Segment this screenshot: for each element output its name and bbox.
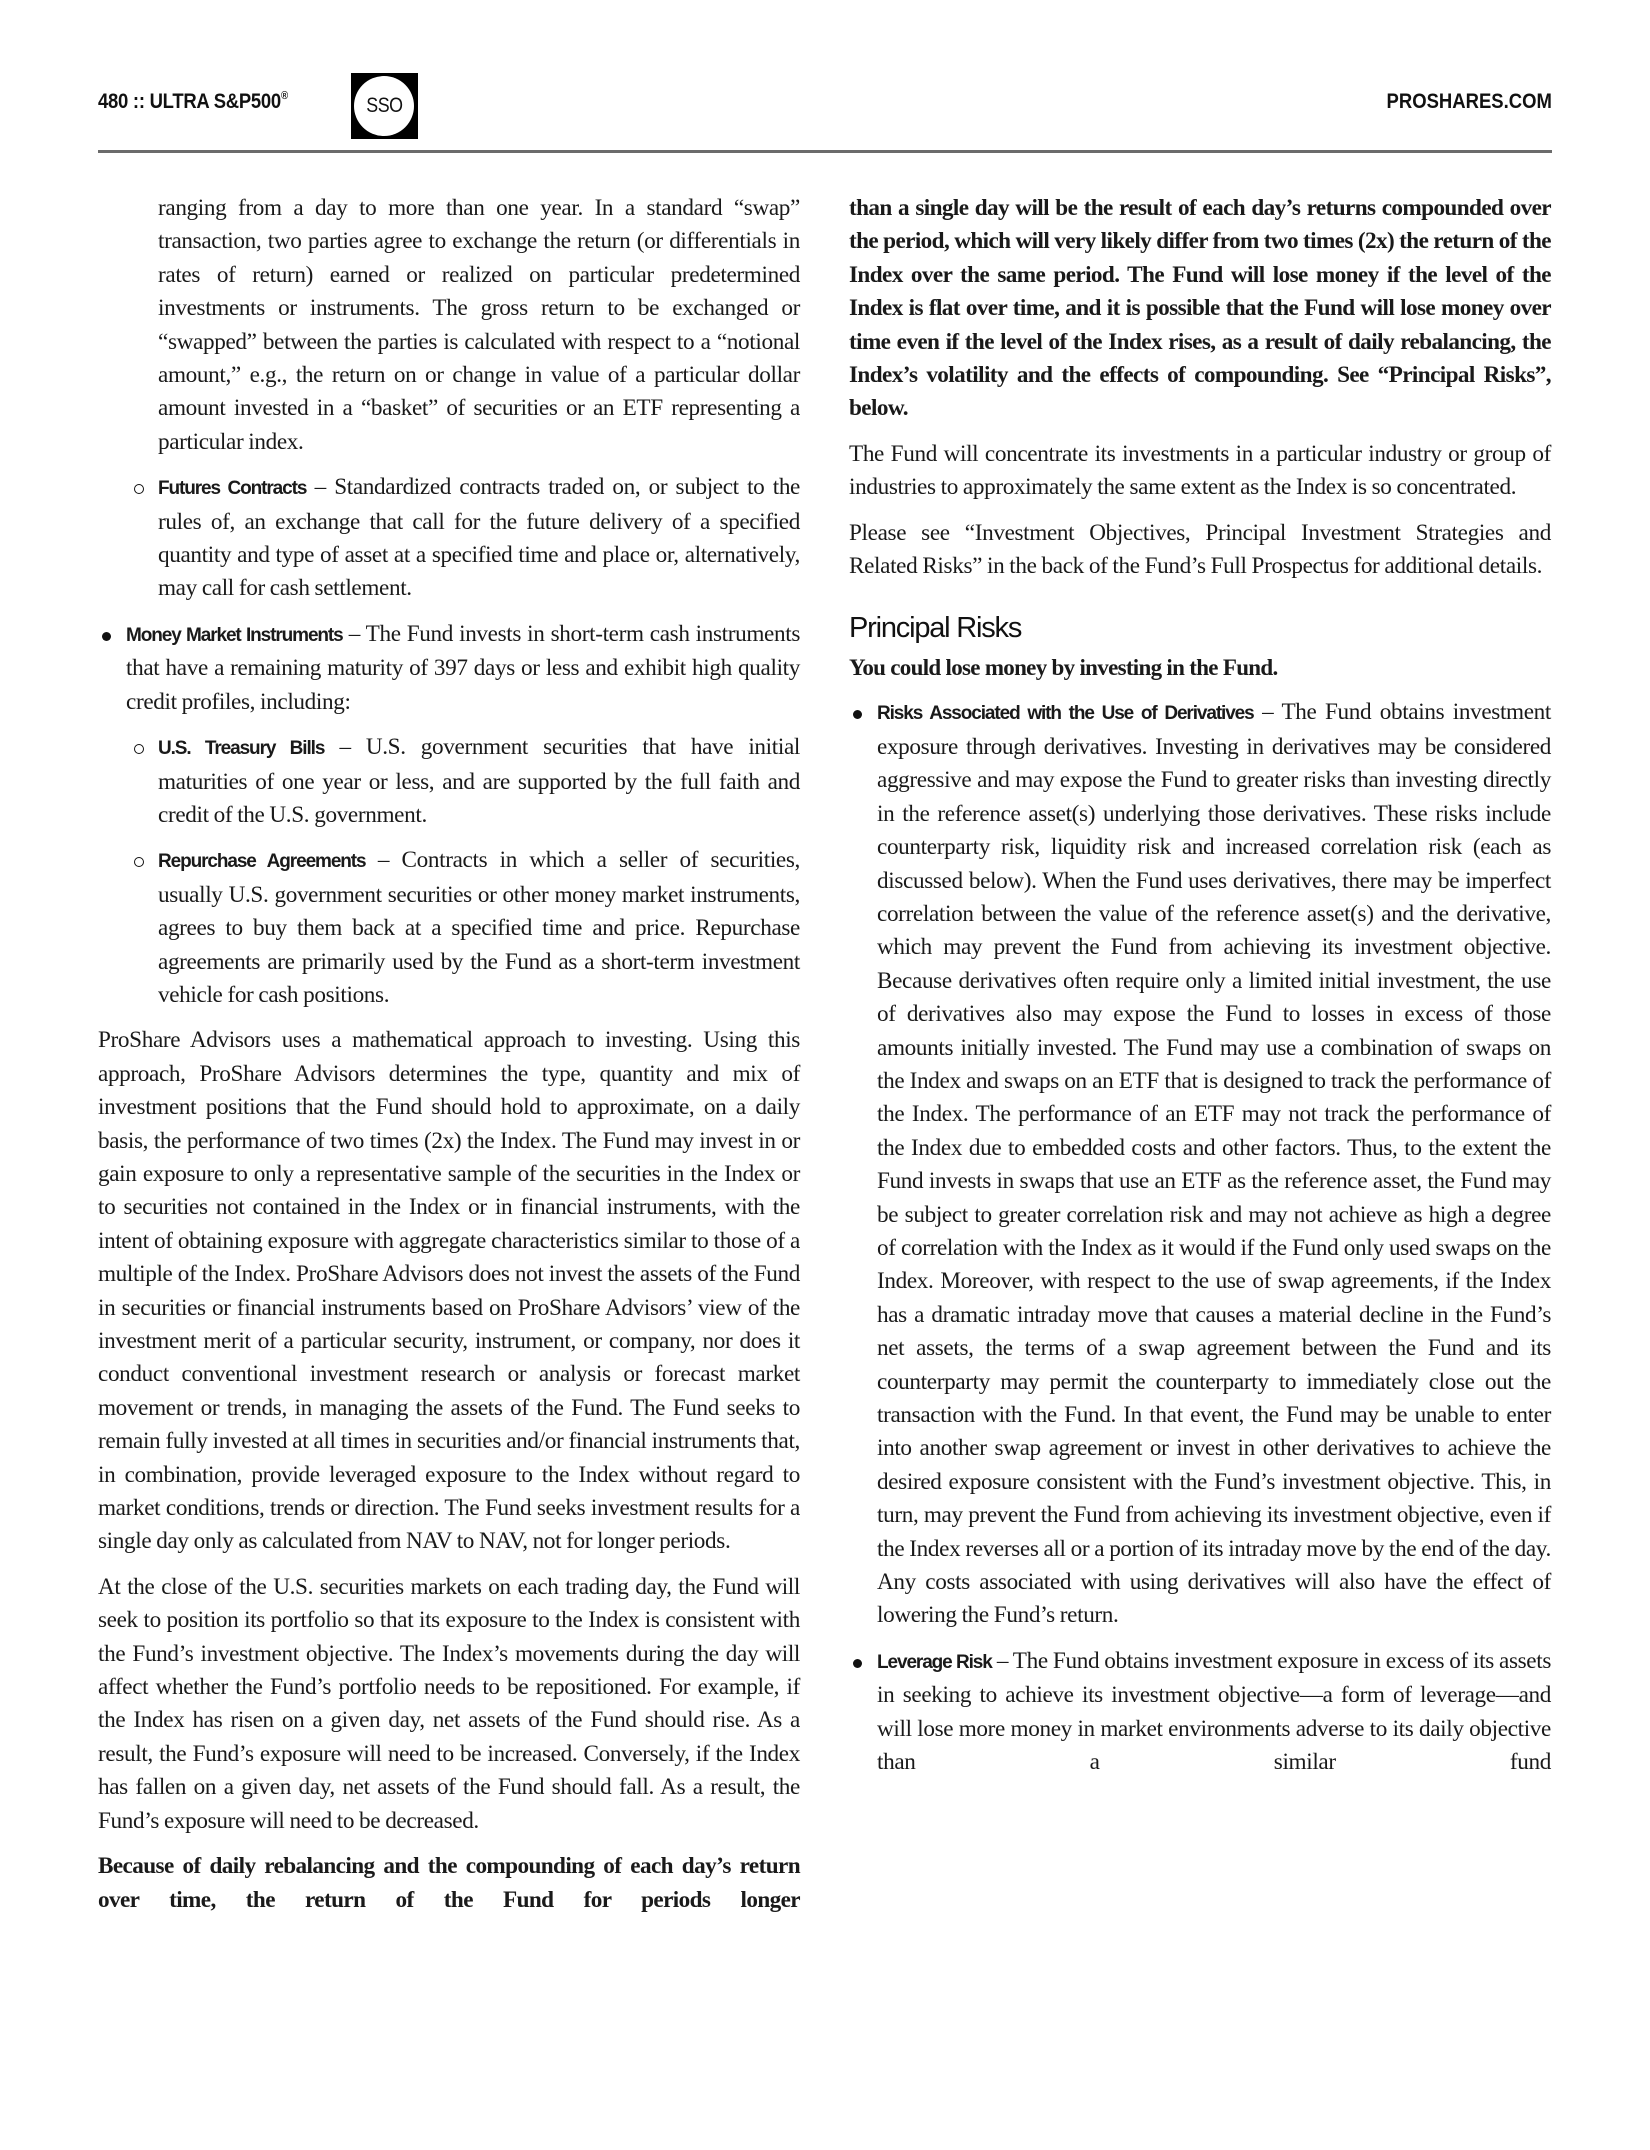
list-item-repurchase-agreements [98, 844, 800, 1012]
list-item-treasury-bills [98, 731, 800, 832]
compounding-warning-start: Because of daily rebalancing and the compounding of each day’s return over time, the return of the Fund for periods longer [98, 1853, 800, 1913]
concentration-paragraph: The Fund will concentrate its investments in a particular industry or group of industries to approximately the same extent as the Index is so concentrated. [849, 440, 1551, 501]
hollow-bullet-icon [134, 744, 144, 754]
item-dash: – [365, 847, 402, 874]
item-dash: – [1253, 699, 1282, 726]
header-separator: :: [132, 90, 145, 113]
ticker-badge-circle [354, 76, 414, 136]
registered-mark: ® [280, 90, 288, 102]
list-item-leverage-risk [849, 1645, 1551, 1780]
item-text: U.S. government securities that have initial maturities of one year or less, and are supported by the full faith and credit of the U.S. government. [158, 734, 800, 828]
swap-continuation-paragraph: ranging from a day to more than one year. In a standard “swap” transaction, two parties agree to exchange the return (or differentials in rates of return) earned or realized on particular predetermined investments or instruments. The gross return to be exchanged or “swapped” between the parties is calculated with respect to a “notional amount,” e.g., the return on or change in value of a particular dollar amount invested in a “basket” of securities or an ETF representing a particular index. [158, 195, 800, 455]
item-label: Futures Contracts [158, 478, 307, 500]
item-label: U.S. Treasury Bills [158, 738, 325, 760]
please-see-paragraph: Please see “Investment Objectives, Principal Investment Strategies and Related Risks” in the back of the Fund’s Full Prospectus for additional details. [849, 519, 1551, 580]
item-text: The Fund invests in short-term cash instruments that have a remaining maturity of 397 days or less and exhibit high quality credit profiles, including: [126, 620, 801, 715]
item-dash: – [306, 474, 335, 501]
list-item-futures-contracts [98, 471, 800, 606]
item-label: Risks Associated with the Use of Derivatives [877, 703, 1254, 725]
header-title [98, 90, 288, 114]
item-label: Money Market Instruments [126, 624, 343, 646]
item-text: Contracts in which a seller of securities, usually U.S. government securities or other money market instruments, agrees to buy them back at a specified time and price. Repurchase agreements are primarily used by the Fund as a short-term investment vehicle for cash positions. [158, 847, 800, 1008]
item-text: The Fund obtains investment exposure in excess of its assets in seeking to achieve its investment objective—a form of leverage—and will lose more money in market environments adverse to its daily objective than a similar fund [877, 1647, 1552, 1776]
solid-bullet-icon [102, 632, 111, 641]
header-rule [98, 150, 1552, 153]
hollow-bullet-icon [134, 857, 144, 867]
approach-paragraph: ProShare Advisors uses a mathematical approach to investing. Using this approach, ProShare Advisors determines the type, quantity and mix of investment positions that the Fund should hold to approximate, on a daily basis, the performance of two times (2x) the Index. The Fund may invest in or gain exposure to only a representative sample of the securities in the Index or to securities not contained in the Index or in financial instruments, with the intent of obtaining exposure with aggregate characteristics similar to those of a multiple of the Index. ProShare Advisors does not invest the assets of the Fund in securities or financial instruments based on ProShare Advisors’ view of the investment merit of a particular security, instrument, or company, nor does it conduct conventional investment research or analysis or forecast market movement or trends, in managing the assets of the Fund. The Fund seeks to remain fully invested at all times in securities and/or financial instruments that, in combination, provide leveraged exposure to the Index without regard to market conditions, trends or direction. The Fund seeks investment results for a single day only as calculated from NAV to NAV, not for longer periods. [98, 1027, 800, 1555]
item-text: The Fund obtains investment exposure through derivatives. Investing in derivatives may be considered aggressive and may expose the Fund to greater risks than investing directly in the reference asset(s) underlying those derivatives. These risks include counterparty risk, liquidity risk and increased correlation risk (each as discussed below). When the Fund uses derivatives, there may be imperfect correlation between the value of the reference asset(s) and the derivative, which may prevent the Fund from achieving its investment objective. Because derivatives often require only a limited initial investment, the use of derivatives also may expose the Fund to losses in excess of those amounts initially invested. The Fund may use a combination of swaps on the Index and swaps on an ETF that is designed to track the performance of the Index. The performance of an ETF may not track the performance of the Index due to embedded costs and other factors. Thus, to the extent the Fund invests in swaps that use an ETF as the reference asset, the Fund may be subject to greater correlation risk and may not achieve as high a degree of correlation with the Index as it would if the Fund only used swaps on the Index. Moreover, with respect to the use of swap agreements, if the Index has a dramatic intraday move that causes a material decline in the Fund’s net assets, the terms of a swap agreement between the Fund and its counterparty may permit the counterparty to immediately close out the transaction with the Fund. In that event, the Fund may be unable to enter into another swap agreement or invest in other derivatives to achieve the desired exposure consistent with the Fund’s investment objective. This, in turn, may prevent the Fund from achieving its investment objective, even if the Index reverses all or a portion of its intraday move by the end of the day. Any costs associated with using derivatives will also have the effect of lowering the Fund’s return. [877, 699, 1552, 1629]
page-header [0, 0, 1650, 160]
item-label: Leverage Risk [877, 1651, 992, 1673]
ticker-badge [351, 73, 418, 139]
solid-bullet-icon [853, 710, 862, 719]
compounding-warning-continuation: than a single day will be the result of each day’s returns compounded over the period, which will very likely differ from two times (2x) the return of the Index over the same period. The Fund will lose money if the level of the Index is flat over time, and it is possible that the Fund will lose money over time even if the level of the Index rises, as a result of daily rebalancing, the Index’s volatility and the effects of compounding. See “Principal Risks”, below. [849, 195, 1551, 422]
item-label: Repurchase Agreements [158, 851, 366, 873]
item-text: Standardized contracts traded on, or subject to the rules of, an exchange that call for the future delivery of a specified quantity and type of asset at a specified time and place or, alternatively, may call for cash settlement. [158, 474, 800, 602]
solid-bullet-icon [853, 1659, 862, 1668]
ticker-badge-text: SSO [365, 94, 403, 117]
site-url: PROSHARES.COM [1386, 90, 1552, 113]
principal-risks-subhead: You could lose money by investing in the Fund. [849, 655, 1278, 681]
item-dash: – [324, 734, 366, 761]
page-number: 480 [98, 90, 129, 113]
left-column [98, 192, 800, 1929]
list-item-derivatives-risk [849, 696, 1551, 1632]
list-item-money-market-instruments [98, 618, 800, 719]
item-dash: – [991, 1647, 1013, 1674]
fund-name: ULTRA S&P500 [149, 90, 281, 113]
item-dash: – [342, 620, 366, 647]
hollow-bullet-icon [134, 484, 144, 494]
market-close-paragraph: At the close of the U.S. securities markets on each trading day, the Fund will seek to position its portfolio so that its exposure to the Index is consistent with the Fund’s investment objective. The Index’s movements during the day will affect whether the Fund’s portfolio needs to be repositioned. For example, if the Index has risen on a given day, net assets of the Fund should rise. As a result, the Fund’s exposure will need to be increased. Conversely, if the Index has fallen on a given day, net assets of the Fund should fall. As a result, the Fund’s exposure will need to be decreased. [98, 1573, 800, 1834]
principal-risks-heading: Principal Risks [849, 612, 1022, 645]
right-column [849, 192, 1551, 1791]
